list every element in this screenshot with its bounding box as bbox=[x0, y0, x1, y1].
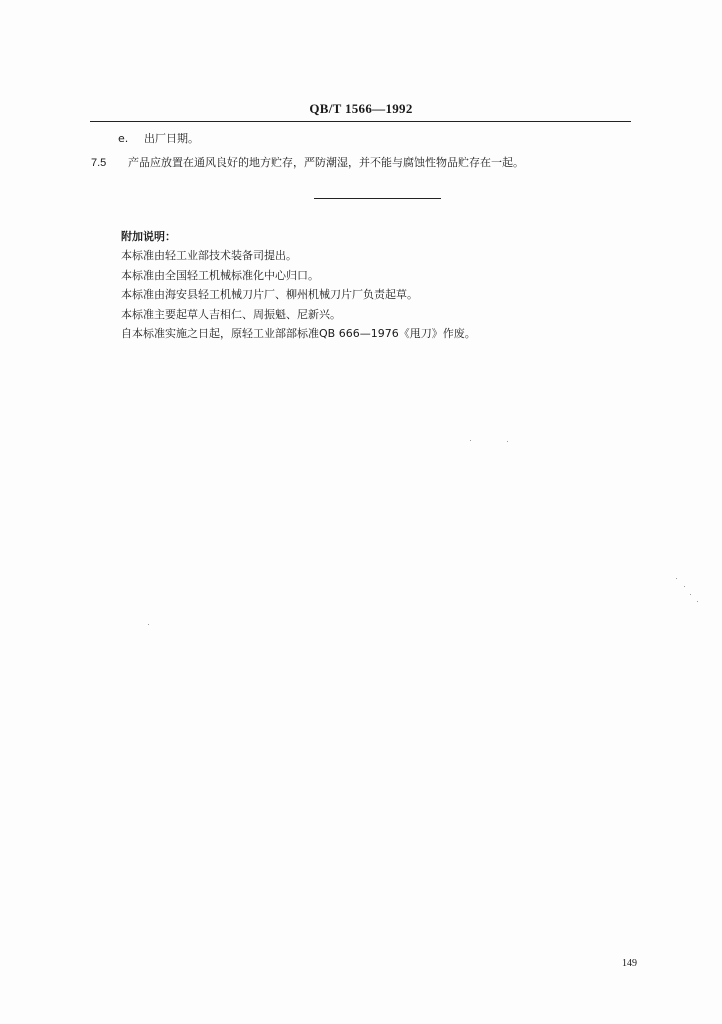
clause-item-e-label: e. bbox=[118, 132, 129, 145]
note-line: 本标准主要起草人吉相仁、周振魁、尼新兴。 bbox=[121, 307, 341, 321]
scan-speck bbox=[507, 441, 508, 442]
clause-7-5-number: 7.5 bbox=[91, 157, 107, 169]
clause-item-e-text: 出厂日期。 bbox=[144, 132, 199, 145]
page-number: 149 bbox=[622, 958, 637, 969]
clause-7-5 bbox=[91, 156, 524, 170]
scan-speck bbox=[684, 586, 685, 587]
scan-speck bbox=[148, 624, 149, 625]
scan-speck bbox=[690, 594, 691, 595]
standard-code-header: QB/T 1566—1992 bbox=[309, 101, 413, 116]
scan-speck bbox=[697, 601, 698, 602]
header-rule bbox=[90, 121, 631, 122]
clause-item-e bbox=[118, 132, 199, 146]
additional-notes-title: 附加说明： bbox=[121, 230, 176, 243]
scan-speck bbox=[470, 440, 471, 441]
note-line: 自本标准实施之日起，原轻工业部部标准QB 666—1976《甩刀》作废。 bbox=[121, 327, 476, 340]
clause-7-5-text: 产品应放置在通风良好的地方贮存，严防潮湿，并不能与腐蚀性物品贮存在一起。 bbox=[128, 156, 524, 169]
note-line: 本标准由海安县轻工机械刀片厂、柳州机械刀片厂负责起草。 bbox=[121, 288, 418, 301]
note-line: 本标准由轻工业部技术装备司提出。 bbox=[121, 249, 297, 262]
scan-speck bbox=[676, 578, 677, 579]
end-of-text-rule bbox=[314, 198, 441, 199]
additional-notes bbox=[121, 230, 476, 347]
note-line: 本标准由全国轻工机械标准化中心归口。 bbox=[121, 268, 319, 282]
